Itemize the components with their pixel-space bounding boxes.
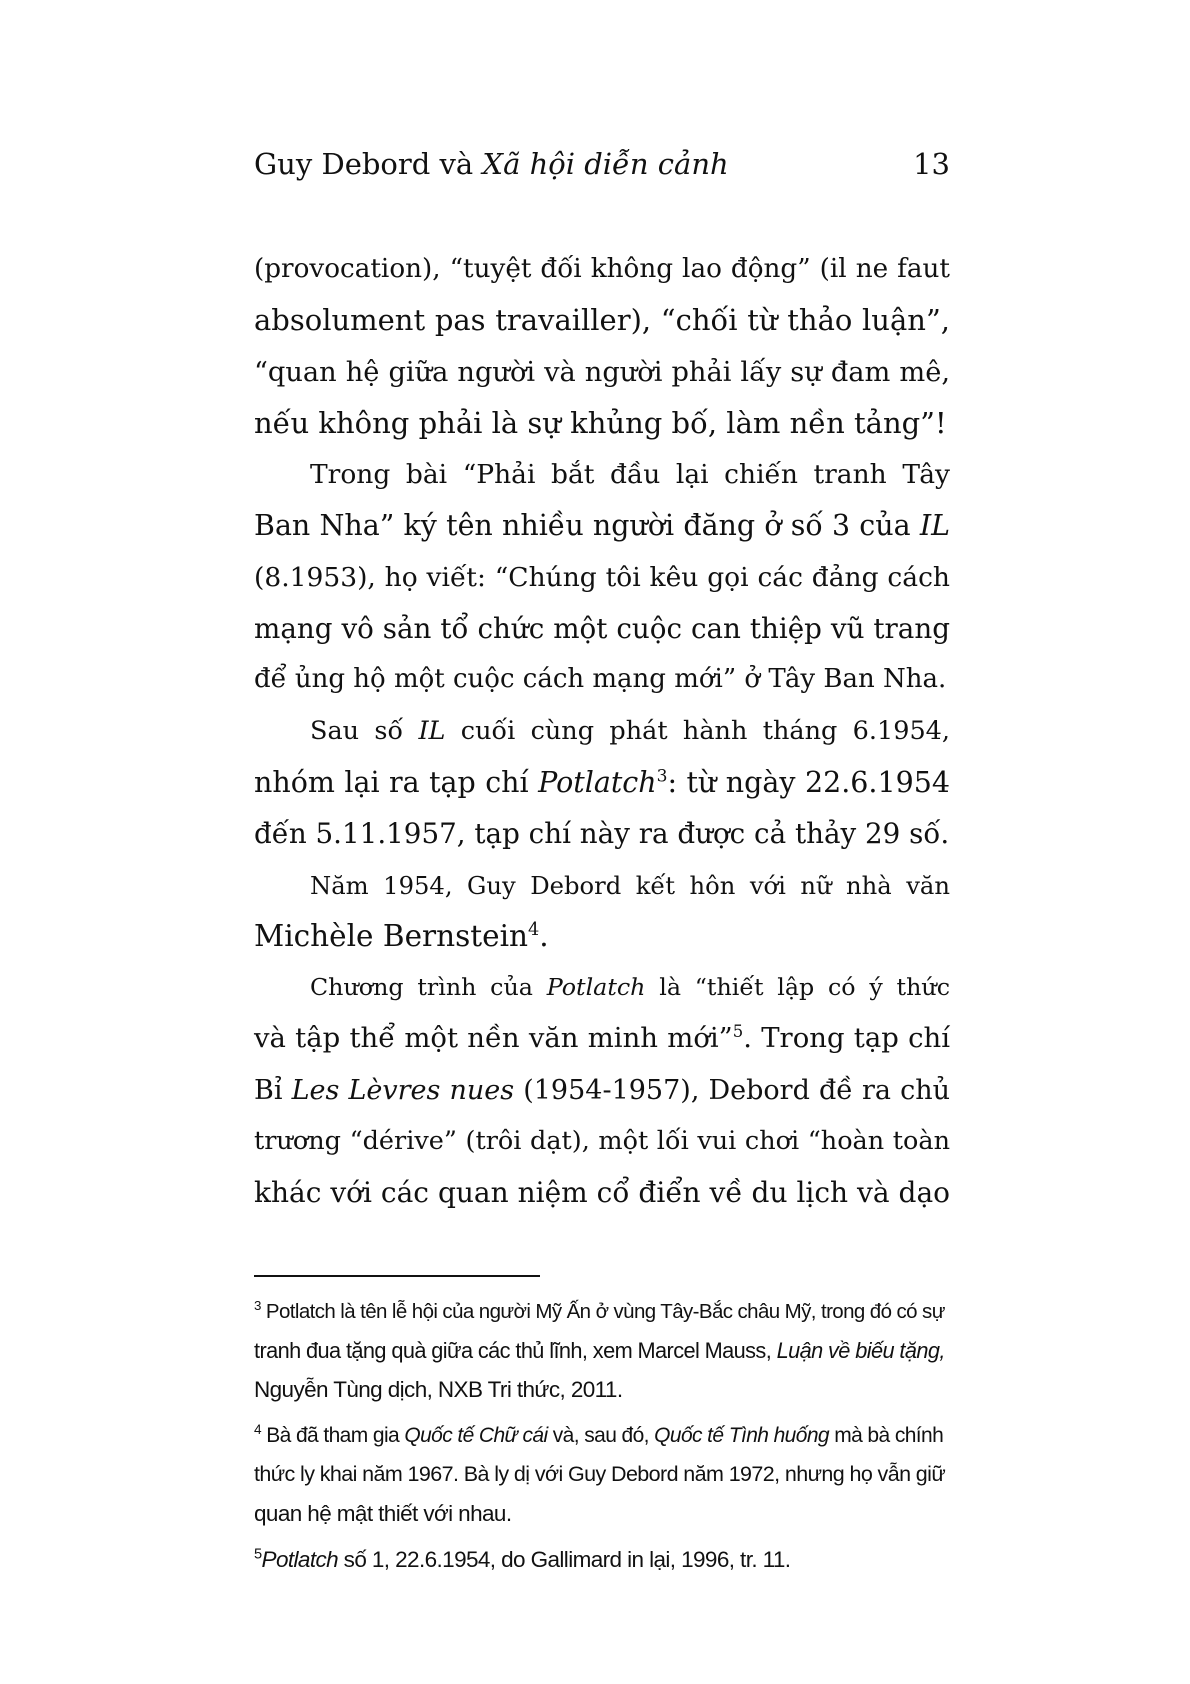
body-line-12: đến 5.11.1957, tạp chí này ra được cả thảy 29 số. xyxy=(254,817,950,851)
body-line-11-a: nhóm lại ra tạp chí xyxy=(254,765,539,799)
body-line-18: trương “dérive” (trôi dạt), một lối vui chơi “hoàn toàn xyxy=(254,1126,950,1157)
body-line-15-c: là “thiết lập có ý thức xyxy=(645,973,950,1002)
footnote-divider xyxy=(254,1275,540,1277)
body-line-10-c: cuối cùng phát hành tháng 6.1954, xyxy=(445,715,950,746)
body-line-19: khác với các quan niệm cổ điển về du lịch và dạo xyxy=(254,1176,950,1210)
footnote-5 xyxy=(254,1540,950,1579)
footnote-4-italic-1: Quốc tế Chữ cái xyxy=(404,1424,548,1447)
footnote-3-line-1 xyxy=(254,1292,950,1331)
body-text xyxy=(254,244,950,1219)
body-line-3: “quan hệ giữa người và người phải lấy sự đam mê, xyxy=(254,356,950,388)
footnote-3-text: tranh đua tặng quà giữa các thủ lĩnh, xem Marcel Mauss, xyxy=(254,1338,777,1363)
body-line-2: absolument pas travailler), “chối từ thảo luận”, xyxy=(254,303,950,338)
footnote-5-text: số 1, 22.6.1954, do Gallimard in lại, 1996, tr. 11. xyxy=(338,1547,791,1572)
footnote-3-line-3: Nguyễn Tùng dịch, NXB Tri thức, 2011. xyxy=(254,1377,623,1402)
body-line-10 xyxy=(254,706,950,757)
footnote-4-line-3: quan hệ mật thiết với nhau. xyxy=(254,1501,512,1526)
footnote-4-text: và, sau đó, xyxy=(547,1424,655,1447)
footnote-5-italic: Potlatch xyxy=(261,1547,339,1572)
footnote-4-line-2: thức ly khai năm 1967. Bà ly dị với Guy Debord năm 1972, nhưng họ vẫn giữ xyxy=(254,1462,946,1486)
footnote-3-book-title: Luận về biếu tặng, xyxy=(776,1338,945,1363)
body-line-17 xyxy=(254,1065,950,1116)
running-head xyxy=(254,140,950,188)
il-journal-ref: IL xyxy=(919,509,950,543)
footnote-4-line-1 xyxy=(254,1416,950,1455)
body-line-14-a: Michèle Bernstein xyxy=(254,918,529,953)
body-line-9: để ủng hộ một cuộc cách mạng mới” ở Tây Ban Nha. xyxy=(254,664,947,695)
body-line-6 xyxy=(254,500,950,551)
footnote-4 xyxy=(254,1416,950,1533)
body-line-11-c: : từ ngày 22.6.1954 xyxy=(667,765,950,799)
page-number: 13 xyxy=(913,147,950,181)
body-line-15 xyxy=(254,962,950,1013)
body-line-8: mạng vô sản tổ chức một cuộc can thiệp vũ trang xyxy=(254,612,950,646)
les-levres-nues-ref: Les Lèvres nues xyxy=(291,1074,515,1106)
footnote-5-line-1 xyxy=(254,1540,950,1579)
footnote-3-mark: 3 xyxy=(254,1298,261,1314)
running-head-author: Guy Debord và xyxy=(254,147,483,181)
body-line-5: Trong bài “Phải bắt đầu lại chiến tranh Tây xyxy=(310,459,950,491)
body-line-11 xyxy=(254,757,950,808)
body-line-14-b: . xyxy=(539,918,549,953)
body-line-16-b: . Trong tạp chí xyxy=(743,1022,950,1055)
footnote-3-line-2 xyxy=(254,1331,950,1370)
footnote-ref-4[interactable]: 4 xyxy=(528,920,540,941)
body-line-1: (provocation), “tuyệt đối không lao động” (il ne faut xyxy=(254,254,950,284)
footnote-4-italic-2: Quốc tế Tình huống xyxy=(654,1424,829,1447)
body-line-14 xyxy=(254,911,950,962)
body-line-10-a: Sau số xyxy=(310,715,419,746)
potlatch-ref: Potlatch xyxy=(538,765,657,799)
running-head-title xyxy=(254,140,729,188)
body-line-17-c: (1954-1957), Debord đề ra chủ xyxy=(514,1074,950,1106)
footnote-3 xyxy=(254,1292,950,1409)
footnote-5-mark: 5 xyxy=(254,1546,262,1563)
footnote-3-text: Potlatch là tên lễ hội của người Mỹ Ấn ở vùng Tây-Bắc châu Mỹ, trong đó có sự xyxy=(260,1300,945,1323)
body-line-17-a: Bỉ xyxy=(254,1074,292,1106)
footnote-ref-3[interactable]: 3 xyxy=(656,766,668,787)
footnote-4-text: mà bà chính xyxy=(828,1424,944,1447)
potlatch-ref: Potlatch xyxy=(546,973,646,1002)
footnote-4-text: Bà đã tham gia xyxy=(261,1424,405,1447)
footnotes xyxy=(254,1292,950,1579)
body-line-13: Năm 1954, Guy Debord kết hôn với nữ nhà văn xyxy=(310,870,950,900)
body-line-4: nếu không phải là sự khủng bố, làm nền tảng”! xyxy=(254,405,947,440)
body-line-16-a: và tập thể một nền văn minh mới” xyxy=(254,1022,733,1055)
footnote-4-mark: 4 xyxy=(254,1422,261,1437)
body-line-16 xyxy=(254,1013,950,1064)
body-line-7: (8.1953), họ viết: “Chúng tôi kêu gọi các đảng cách xyxy=(254,561,950,593)
footnote-ref-5[interactable]: 5 xyxy=(732,1022,744,1042)
running-head-book-title: Xã hội diễn cảnh xyxy=(482,147,729,181)
body-line-15-a: Chương trình của xyxy=(310,973,547,1002)
il-journal-ref: IL xyxy=(418,715,446,746)
body-line-6-text: Ban Nha” ký tên nhiều người đăng ở số 3 của xyxy=(254,509,920,543)
